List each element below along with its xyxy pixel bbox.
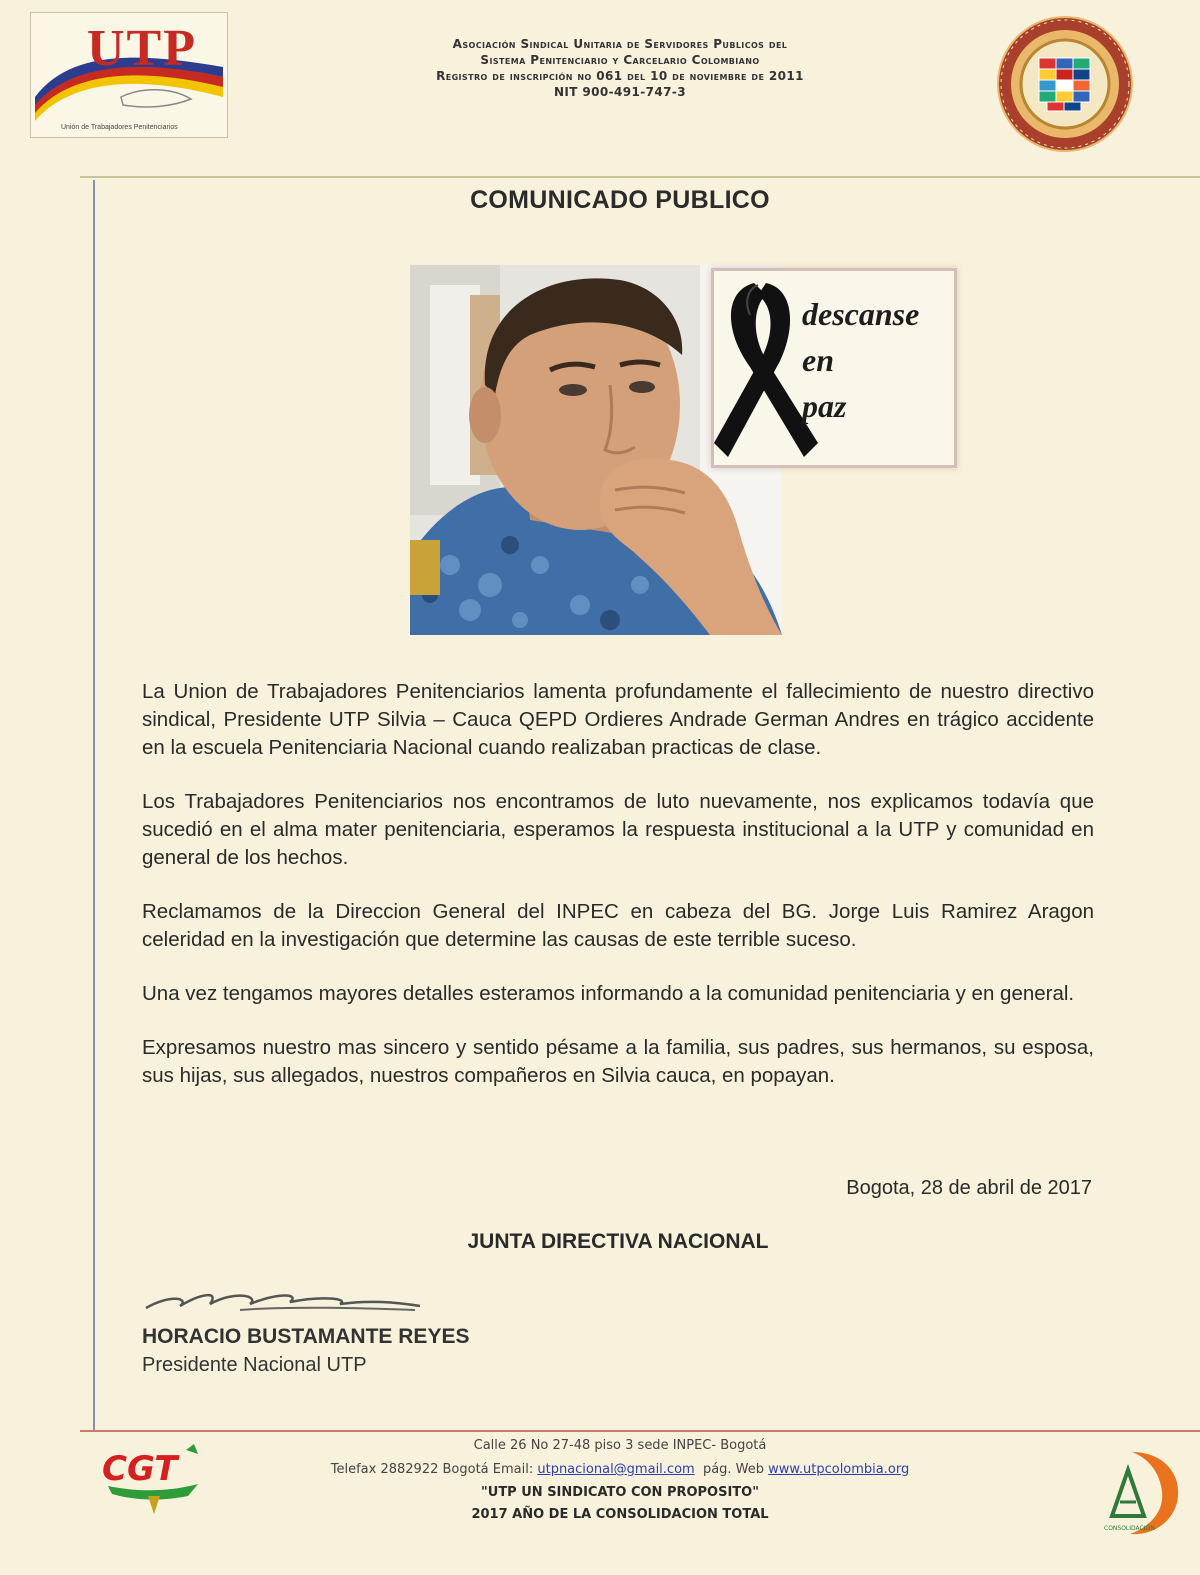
consolidation-logo-text: CONSOLIDACIÓN (1104, 1525, 1155, 1532)
footer-address: Calle 26 No 27-48 piso 3 sede INPEC- Bogotá (473, 1438, 767, 1453)
handwritten-signature (140, 1280, 440, 1329)
footer-website-link[interactable]: www.utpcolombia.org (768, 1462, 910, 1477)
signer-name: HORACIO BUSTAMANTE REYES (142, 1325, 470, 1348)
rest-in-peace-text (802, 291, 952, 429)
paragraph-1: La Union de Trabajadores Penitenciarios lamenta profundamente el fallecimiento de nuestro directivo sindical, Presidente UTP Silvia – Cauca QEPD Ordieres Andrade German Andres en trágico accidente en la escuela Penitenciaria Nacional cuando realizaban practicas de clase. (142, 680, 1094, 759)
board-heading: JUNTA DIRECTIVA NACIONAL (467, 1230, 769, 1253)
footer-contact-line (240, 1458, 1000, 1482)
org-name-line-2: Sistema Penitenciario y Carcelario Colombiano (480, 53, 760, 67)
cgt-logo (98, 1436, 210, 1516)
paragraph-3: Reclamamos de la Direccion General del INPEC en cabeza del BG. Jorge Luis Ramirez Aragon celeridad en la investigación que determine las causas de este terrible suceso. (142, 900, 1094, 951)
document-title: COMUNICADO PUBLICO (470, 186, 770, 214)
rip-line-1: descanse en (802, 296, 920, 378)
organization-header (300, 36, 940, 100)
footer-email-link[interactable]: utpnacional@gmail.com (537, 1462, 695, 1477)
utp-logo-tagline: Unión de Trabajadores Penitenciarios (61, 124, 178, 131)
utp-logo (30, 12, 228, 138)
rip-line-2: paz (802, 388, 847, 424)
mourning-card (711, 268, 957, 468)
footer-motto-2: 2017 AÑO DE LA CONSOLIDACION TOTAL (471, 1507, 769, 1522)
paragraph-5: Expresamos nuestro mas sincero y sentido pésame a la familia, sus padres, sus hermanos, su esposa, sus hijas, sus allegados, nuestros compañeros en Silvia cauca, en popayan. (142, 1036, 1094, 1087)
footer-motto-1: "UTP UN SINDICATO CON PROPOSITO" (480, 1485, 759, 1500)
bottom-divider (80, 1430, 1200, 1432)
communique-body (142, 678, 1094, 1090)
oas-seal-logo (995, 14, 1135, 154)
registration-line: Registro de inscripción no 061 del 10 de noviembre de 2011 (436, 69, 804, 83)
nit-line: NIT 900-491-747-3 (553, 85, 687, 99)
signer-role: Presidente Nacional UTP (142, 1354, 367, 1376)
date-line: Bogota, 28 de abril de 2017 (846, 1177, 1092, 1199)
top-divider (80, 176, 1200, 178)
paragraph-2: Los Trabajadores Penitenciarios nos encontramos de luto nuevamente, nos explicamos todavía que sucedió en el alma mater penitenciaria, esperamos la respuesta institucional a la UTP y comunidad en general de los hechos. (142, 790, 1094, 869)
consolidation-logo (1082, 1446, 1182, 1538)
org-name-line-1: Asociación Sindical Unitaria de Servidores Publicos del (452, 37, 788, 51)
footer-contact (240, 1434, 1000, 1526)
cgt-logo-text: CGT (102, 1449, 178, 1489)
utp-logo-text: UTP (87, 20, 197, 77)
left-margin-line (93, 180, 95, 1430)
paragraph-4: Una vez tengamos mayores detalles esteramos informando a la comunidad penitenciaria y en general. (142, 982, 1075, 1005)
footer-web-prefix: pág. Web (694, 1462, 769, 1477)
footer-phone: Telefax 2882922 Bogotá Email: (330, 1462, 538, 1477)
